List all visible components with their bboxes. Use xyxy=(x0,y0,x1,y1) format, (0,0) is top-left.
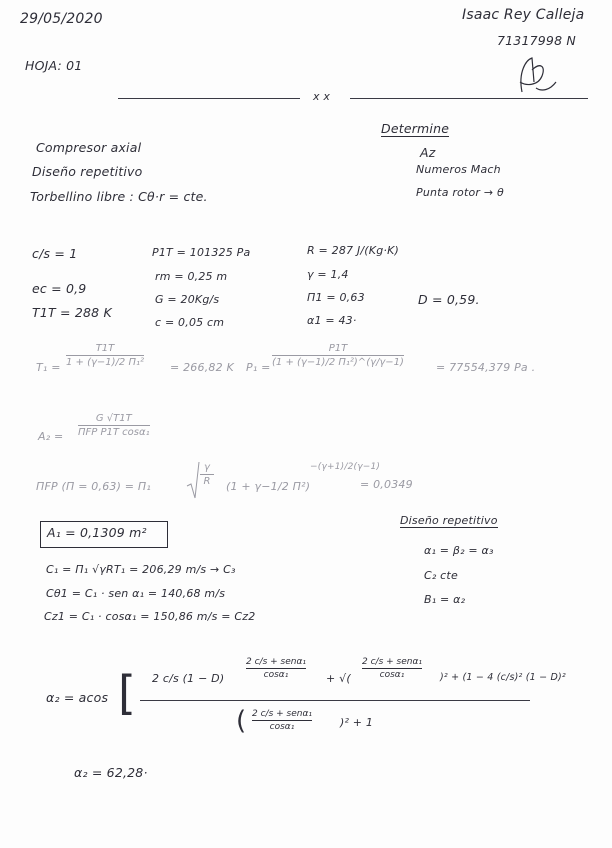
data-g: G = 20Kg/s xyxy=(155,293,220,306)
data-c: c = 0,05 cm xyxy=(155,316,225,329)
alpha2-lhs: α₂ = acos xyxy=(46,690,109,705)
a2-denominator: ΠFP P1T cosα₁ xyxy=(78,427,150,438)
problem-line-2: Diseño repetitivo xyxy=(32,164,143,179)
repetitive-item-3: B₁ = α₂ xyxy=(424,593,466,606)
determine-item-3: Punta rotor → θ xyxy=(416,186,504,199)
alpha2-bracket: [ xyxy=(118,666,137,720)
p1-numerator: P1T xyxy=(328,343,348,354)
alpha2-den-frac xyxy=(252,709,312,732)
alpha2-numer-a: 2 c/s (1 − D) xyxy=(152,672,225,685)
t1-denominator: 1 + (γ−1)/2 Π₁² xyxy=(66,357,145,368)
result-a1: A₁ = 0,1309 m² xyxy=(47,525,147,540)
alpha2-den-frac-den: cosα₁ xyxy=(269,722,295,732)
determine-title: Determine xyxy=(381,121,450,136)
a2-lhs: A₂ = xyxy=(38,430,64,443)
t1-fraction xyxy=(66,343,144,368)
pifp-lhs: ΠFP (Π = 0,63) = Π₁ xyxy=(36,480,151,493)
author-name: Isaac Rey Calleja xyxy=(462,7,585,23)
separator-right xyxy=(350,98,588,99)
sheet-number: HOJA: 01 xyxy=(25,58,83,73)
separator-left xyxy=(118,98,300,99)
t1-numerator: T1T xyxy=(95,343,115,354)
alpha2-numer-b: + √( xyxy=(326,672,351,685)
alpha2-numer-frac xyxy=(246,657,306,680)
alpha2-numer-c-den: cosα₁ xyxy=(379,670,405,680)
t1-value: = 266,82 K xyxy=(170,361,234,374)
data-gamma: γ = 1,4 xyxy=(307,268,349,281)
calc-c1: C₁ = Π₁ √γRT₁ = 206,29 m/s → C₃ xyxy=(46,563,236,576)
alpha2-result: α₂ = 62,28· xyxy=(74,765,148,780)
p1-value: = 77554,379 Pa . xyxy=(436,361,536,374)
sqrt-icon xyxy=(186,460,200,500)
alpha2-main-bar xyxy=(140,700,530,701)
data-d: D = 0,59. xyxy=(418,292,480,307)
pifp-paren: (1 + γ−1/2 Π²) xyxy=(226,480,311,493)
repetitive-item-1: α₁ = β₂ = α₃ xyxy=(424,544,494,557)
alpha2-numer-frac-num: 2 c/s + senα₁ xyxy=(246,657,306,667)
repetitive-title: Diseño repetitivo xyxy=(400,514,498,527)
determine-item-1: Az xyxy=(420,145,436,160)
data-ec: ec = 0,9 xyxy=(32,281,87,296)
a2-fraction xyxy=(78,413,150,438)
repetitive-item-2: C₂ cte xyxy=(424,569,458,582)
calc-cz1: Cz1 = C₁ · cosα₁ = 150,86 m/s = Cz2 xyxy=(44,610,256,623)
data-p1t: P1T = 101325 Pa xyxy=(152,246,251,259)
date: 29/05/2020 xyxy=(20,11,103,27)
alpha2-den-paren: ( xyxy=(236,706,247,736)
p1-denominator: (1 + (γ−1)/2 Π₁²)^(γ/γ−1) xyxy=(272,357,404,368)
problem-line-1: Compresor axial xyxy=(36,140,142,155)
alpha2-numer-frac-den: cosα₁ xyxy=(263,670,289,680)
data-cs: c/s = 1 xyxy=(32,246,78,261)
pifp-value: = 0,0349 xyxy=(360,478,413,491)
calc-ctheta1: Cθ1 = C₁ · sen α₁ = 140,68 m/s xyxy=(46,587,226,600)
pifp-gamma: γ xyxy=(204,462,210,473)
pifp-gamma-over-r xyxy=(200,462,214,487)
alpha2-numer-c xyxy=(362,657,422,680)
p1-lhs: P₁ = xyxy=(246,361,271,374)
alpha2-numer-d: )² + (1 − 4 (c/s)² (1 − D)² xyxy=(440,672,566,683)
problem-line-3: Torbellino libre : Cθ·r = cte. xyxy=(30,189,208,204)
determine-item-2: Numeros Mach xyxy=(416,163,501,176)
alpha2-den-frac-num: 2 c/s + senα₁ xyxy=(252,709,312,719)
data-r: R = 287 J/(Kg·K) xyxy=(307,244,399,257)
p1-fraction xyxy=(272,343,404,368)
signature-icon xyxy=(512,52,562,98)
data-rm: rm = 0,25 m xyxy=(155,270,228,283)
alpha2-numer-c-num: 2 c/s + senα₁ xyxy=(362,657,422,667)
alpha2-den-b: )² + 1 xyxy=(340,716,374,729)
pifp-r: R xyxy=(203,476,211,487)
data-t1t: T1T = 288 K xyxy=(32,305,112,320)
a2-numerator: G √T1T xyxy=(95,413,132,424)
pifp-exponent: −(γ+1)/2(γ−1) xyxy=(310,462,381,472)
data-pi1: Π1 = 0,63 xyxy=(307,291,365,304)
t1-lhs: T₁ = xyxy=(36,361,61,374)
student-id: 71317998 N xyxy=(497,33,576,48)
separator-mark: x x xyxy=(313,90,331,103)
data-alpha1: α1 = 43· xyxy=(307,314,357,327)
